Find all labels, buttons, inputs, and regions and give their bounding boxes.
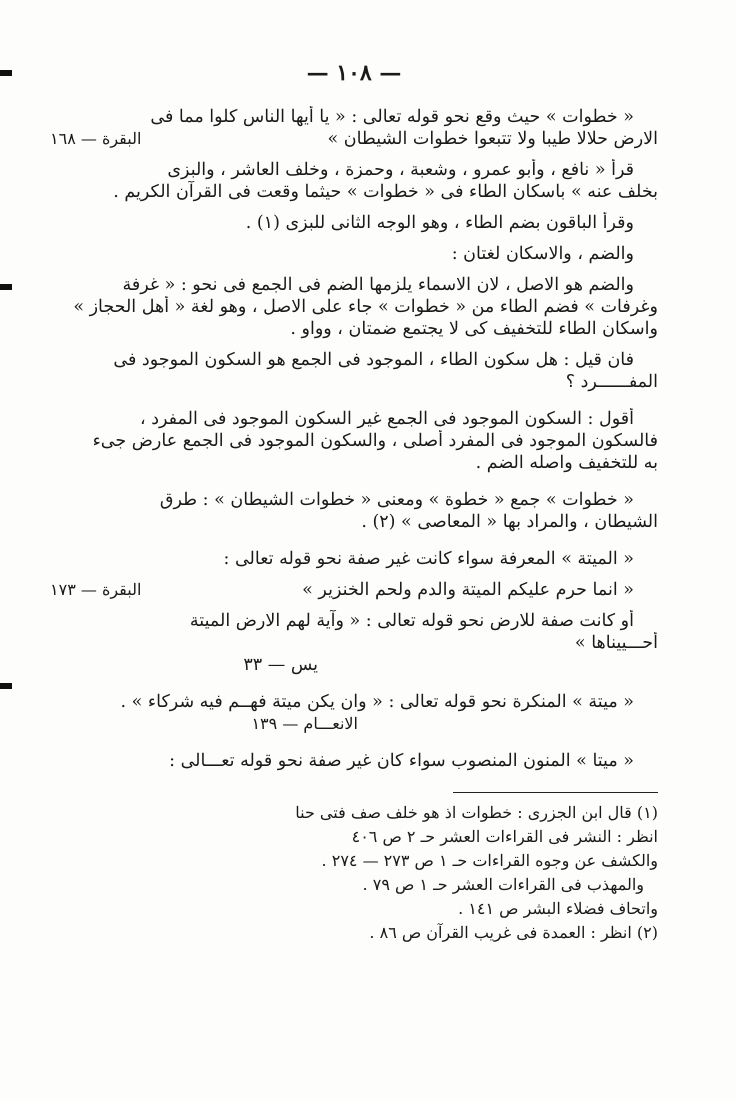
- text-line: قرأ « نافع ، وأبو عمرو ، وشعبة ، وحمزة ، وخلف العاشر ، والبزى: [167, 160, 634, 180]
- footnote-line: (١) قال ابن الجزرى : خطوات اذ هو خلف صف فتى حنا: [295, 803, 658, 822]
- text-line: وقرأ الباقون بضم الطاء ، وهو الوجه الثانى للبزى (١) .: [245, 213, 634, 233]
- page-number: — ١٠٨ —: [306, 60, 402, 86]
- text-line: والضم هو الاصل ، لان الاسماء يلزمها الضم فى الجمع فى نحو : « غرفة: [122, 275, 634, 295]
- text-line: المفــــــرد ؟: [565, 372, 658, 392]
- footnote-line: واتحاف فضلاء البشر ص ١٤١ .: [458, 899, 658, 918]
- text-line: « ميتة » المنكرة نحو قوله تعالى : « وان يكن ميتة فهــم فيه شركاء » .: [120, 692, 634, 712]
- main-text: [50, 106, 658, 772]
- text-line: « الميتة » المعرفة سواء كانت غير صفة نحو قوله تعالى :: [223, 549, 634, 569]
- scan-mark-top: [0, 70, 12, 76]
- text-line: « ميتا » المنون المنصوب سواء كان غير صفة نحو قوله تعـــالى :: [169, 751, 634, 771]
- text-line: أحـــييناها »: [574, 633, 658, 653]
- text-line: فالسكون الموجود فى المفرد أصلى ، والسكون الموجود فى الجمع عارض جىء: [92, 431, 658, 451]
- footnote-line: (٢) انظر : العمدة فى غريب القرآن ص ٨٦ .: [369, 923, 658, 942]
- text-line: الارض حلالا طيبا ولا تتبعوا خطوات الشيطان »: [327, 129, 658, 149]
- text-line: « خطوات » حيث وقع نحو قوله تعالى : « يا أيها الناس كلوا مما فى: [150, 107, 634, 127]
- text-line: أو كانت صفة للارض نحو قوله تعالى : « وآية لهم الارض الميتة: [189, 611, 634, 631]
- footnote-line: انظر : النشر فى القراءات العشر حـ ٢ ص ٤٠٦: [351, 827, 658, 846]
- quran-reference: البقرة — ١٦٨: [50, 129, 142, 148]
- text-line: وغرفات » فضم الطاء من « خطوات » جاء على الاصل ، وهو لغة « أهل الحجاز »: [73, 297, 658, 317]
- scan-mark-lower: [0, 683, 12, 689]
- footnote-line: والكشف عن وجوه القراءات حـ ١ ص ٢٧٣ — ٢٧٤ .: [321, 851, 658, 870]
- scan-mark-middle: [0, 284, 12, 290]
- text-line-with-reference: [50, 128, 658, 150]
- text-line: والضم ، والاسكان لغتان :: [451, 244, 634, 264]
- text-line: أقول : السكون الموجود فى الجمع غير السكون الموجود فى المفرد ،: [140, 409, 634, 429]
- text-line: الشيطان ، والمراد بها « المعاصى » (٢) .: [361, 512, 658, 532]
- footnotes: [50, 801, 658, 945]
- quran-reference: يس — ٣٣: [243, 655, 318, 675]
- text-line: « خطوات » جمع « خطوة » ومعنى « خطوات الشيطان » : طرق: [159, 490, 634, 510]
- text-line: به للتخفيف واصله الضم .: [475, 453, 658, 473]
- quran-reference: الانعـــام — ١٣٩: [251, 714, 358, 733]
- text-line-with-reference: [50, 579, 658, 601]
- text-line: فان قيل : هل سكون الطاء ، الموجود فى الجمع هو السكون الموجود فى: [113, 350, 634, 370]
- text-line: بخلف عنه » باسكان الطاء فى « خطوات » حيثما وقعت فى القرآن الكريم .: [113, 182, 658, 202]
- footnote-line: والمهذب فى القراءات العشر حـ ١ ص ٧٩ .: [362, 875, 644, 894]
- text-line: « انما حرم عليكم الميتة والدم ولحم الخنزير »: [302, 580, 634, 600]
- text-line: واسكان الطاء للتخفيف كى لا يجتمع ضمتان ، وواو .: [290, 319, 658, 339]
- footnote-separator: [453, 792, 658, 793]
- quran-reference: البقرة — ١٧٣: [50, 580, 142, 599]
- document-page: [50, 60, 658, 945]
